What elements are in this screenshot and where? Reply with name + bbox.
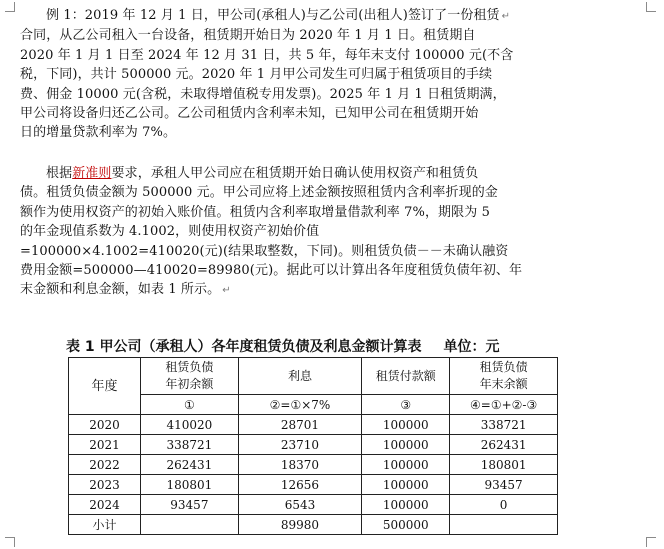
value-cell [450, 515, 558, 535]
formula-cell: ③ [362, 395, 450, 415]
page-corner-mark [646, 2, 656, 12]
value-cell: 6543 [238, 495, 361, 515]
value-cell [141, 515, 239, 535]
year-cell: 2022 [69, 455, 141, 475]
paragraph-mark-icon: ↵ [222, 285, 231, 297]
paragraph-line: 额作为使用权资产的初始入账价值。租赁内含利率取增量借款利率 7%，期限为 5 [20, 204, 490, 220]
year-cell: 2024 [69, 495, 141, 515]
formula-cell: ②=①×7% [238, 395, 361, 415]
paragraph-line: 费用金额=500000—410020=89980(元)。据此可以计算出各年度租赁负债年初、年 [20, 263, 523, 279]
value-cell: 262431 [141, 455, 239, 475]
paragraph-line: =100000×4.1002=410020(元)(结果取整数，下同)。则租赁负债－－未确认融资 [20, 243, 509, 259]
lease-liability-table [68, 357, 558, 535]
year-cell: 2023 [69, 475, 141, 495]
page-corner-mark [5, 2, 15, 12]
header-line: 年初余额 [165, 377, 214, 391]
explanation-paragraph [20, 164, 588, 301]
paragraph-line: 例 1：2019 年 12 月 1 日，甲公司(承租人)与乙公司(出租人)签订了一份租赁 ↵ [46, 8, 511, 23]
value-cell: 28701 [238, 415, 361, 435]
table-subtotal-row [69, 515, 558, 535]
column-header-payment: 租赁付款额 [362, 358, 450, 395]
value-cell: 12656 [238, 475, 361, 495]
header-line: 租赁负债 [165, 360, 214, 374]
value-cell: 100000 [362, 495, 450, 515]
year-cell: 小计 [69, 515, 141, 535]
table-header-row [69, 358, 558, 395]
value-cell: 180801 [450, 455, 558, 475]
value-cell: 500000 [362, 515, 450, 535]
formula-cell: ① [141, 395, 239, 415]
value-cell: 93457 [141, 495, 239, 515]
table-formula-row [69, 395, 558, 415]
column-header-closing-balance [450, 358, 558, 395]
value-cell: 0 [450, 495, 558, 515]
value-cell: 100000 [362, 455, 450, 475]
paragraph-line: 的年金现值系数为 4.1002，则使用权资产初始价值 [20, 224, 320, 240]
table-row [69, 435, 558, 455]
example-paragraph [20, 6, 588, 143]
formula-cell: ④=①+②-③ [450, 395, 558, 415]
value-cell: 100000 [362, 475, 450, 495]
year-cell: 2021 [69, 435, 141, 455]
paragraph-mark-icon: ↵ [501, 11, 511, 22]
paragraph-line: 甲公司将设备归还乙公司。乙公司租赁内含利率未知，已知甲公司在租赁期开始 [20, 106, 479, 122]
paragraph-line: 末金额和利息金额，如表 1 所示。 ↵ [20, 282, 231, 298]
page-corner-mark [646, 537, 656, 547]
table-body [69, 415, 558, 535]
paragraph-line: 日的增量贷款利率为 7%。 [20, 125, 177, 141]
paragraph-line: 2020 年 1 月 1 日至 2024 年 12 月 31 日，共 5 年，每年末支付 100000 元(不含 [20, 47, 514, 63]
page-corner-mark [5, 537, 15, 547]
table-row [69, 475, 558, 495]
paragraph-line: 费、佣金 10000 元(含税，未取得增值税专用发票)。2025 年 1 月 1 日租赁期满， [20, 86, 506, 102]
value-cell: 100000 [362, 415, 450, 435]
paragraph-line: 债。租赁负债金额为 500000 元。甲公司应将上述金额按照租赁内含利率折现的金 [20, 185, 498, 201]
value-cell: 100000 [362, 435, 450, 455]
value-cell: 338721 [141, 435, 239, 455]
paragraph-line: 根据新准则要求，承租人甲公司应在租赁期开始日确认使用权资产和租赁负 [46, 166, 479, 181]
table-row [69, 415, 558, 435]
column-header-year: 年度 [69, 358, 141, 415]
table-caption: 表 1 甲公司（承租人）各年度租赁负债及利息金额计算表 单位：元 [66, 339, 500, 355]
value-cell: 180801 [141, 475, 239, 495]
value-cell: 89980 [238, 515, 361, 535]
header-line: 年末余额 [479, 377, 528, 391]
paragraph-line: 税，下同)，共计 500000 元。2020 年 1 月甲公司发生可归属于租赁项目的手续 [20, 67, 493, 83]
new-standard-link[interactable]: 新准则 [72, 166, 112, 181]
table-row [69, 495, 558, 515]
table-row [69, 455, 558, 475]
value-cell: 18370 [238, 455, 361, 475]
table-unit: 单位：元 [443, 339, 500, 355]
paragraph-line: 合同，从乙公司租入一台设备，租赁期开始日为 2020 年 1 月 1 日。租赁期自 [20, 28, 476, 44]
value-cell: 262431 [450, 435, 558, 455]
value-cell: 410020 [141, 415, 239, 435]
year-cell: 2020 [69, 415, 141, 435]
value-cell: 23710 [238, 435, 361, 455]
column-header-opening-balance [141, 358, 239, 395]
header-line: 租赁负债 [479, 360, 528, 374]
value-cell: 338721 [450, 415, 558, 435]
value-cell: 93457 [450, 475, 558, 495]
column-header-interest: 利息 [238, 358, 361, 395]
